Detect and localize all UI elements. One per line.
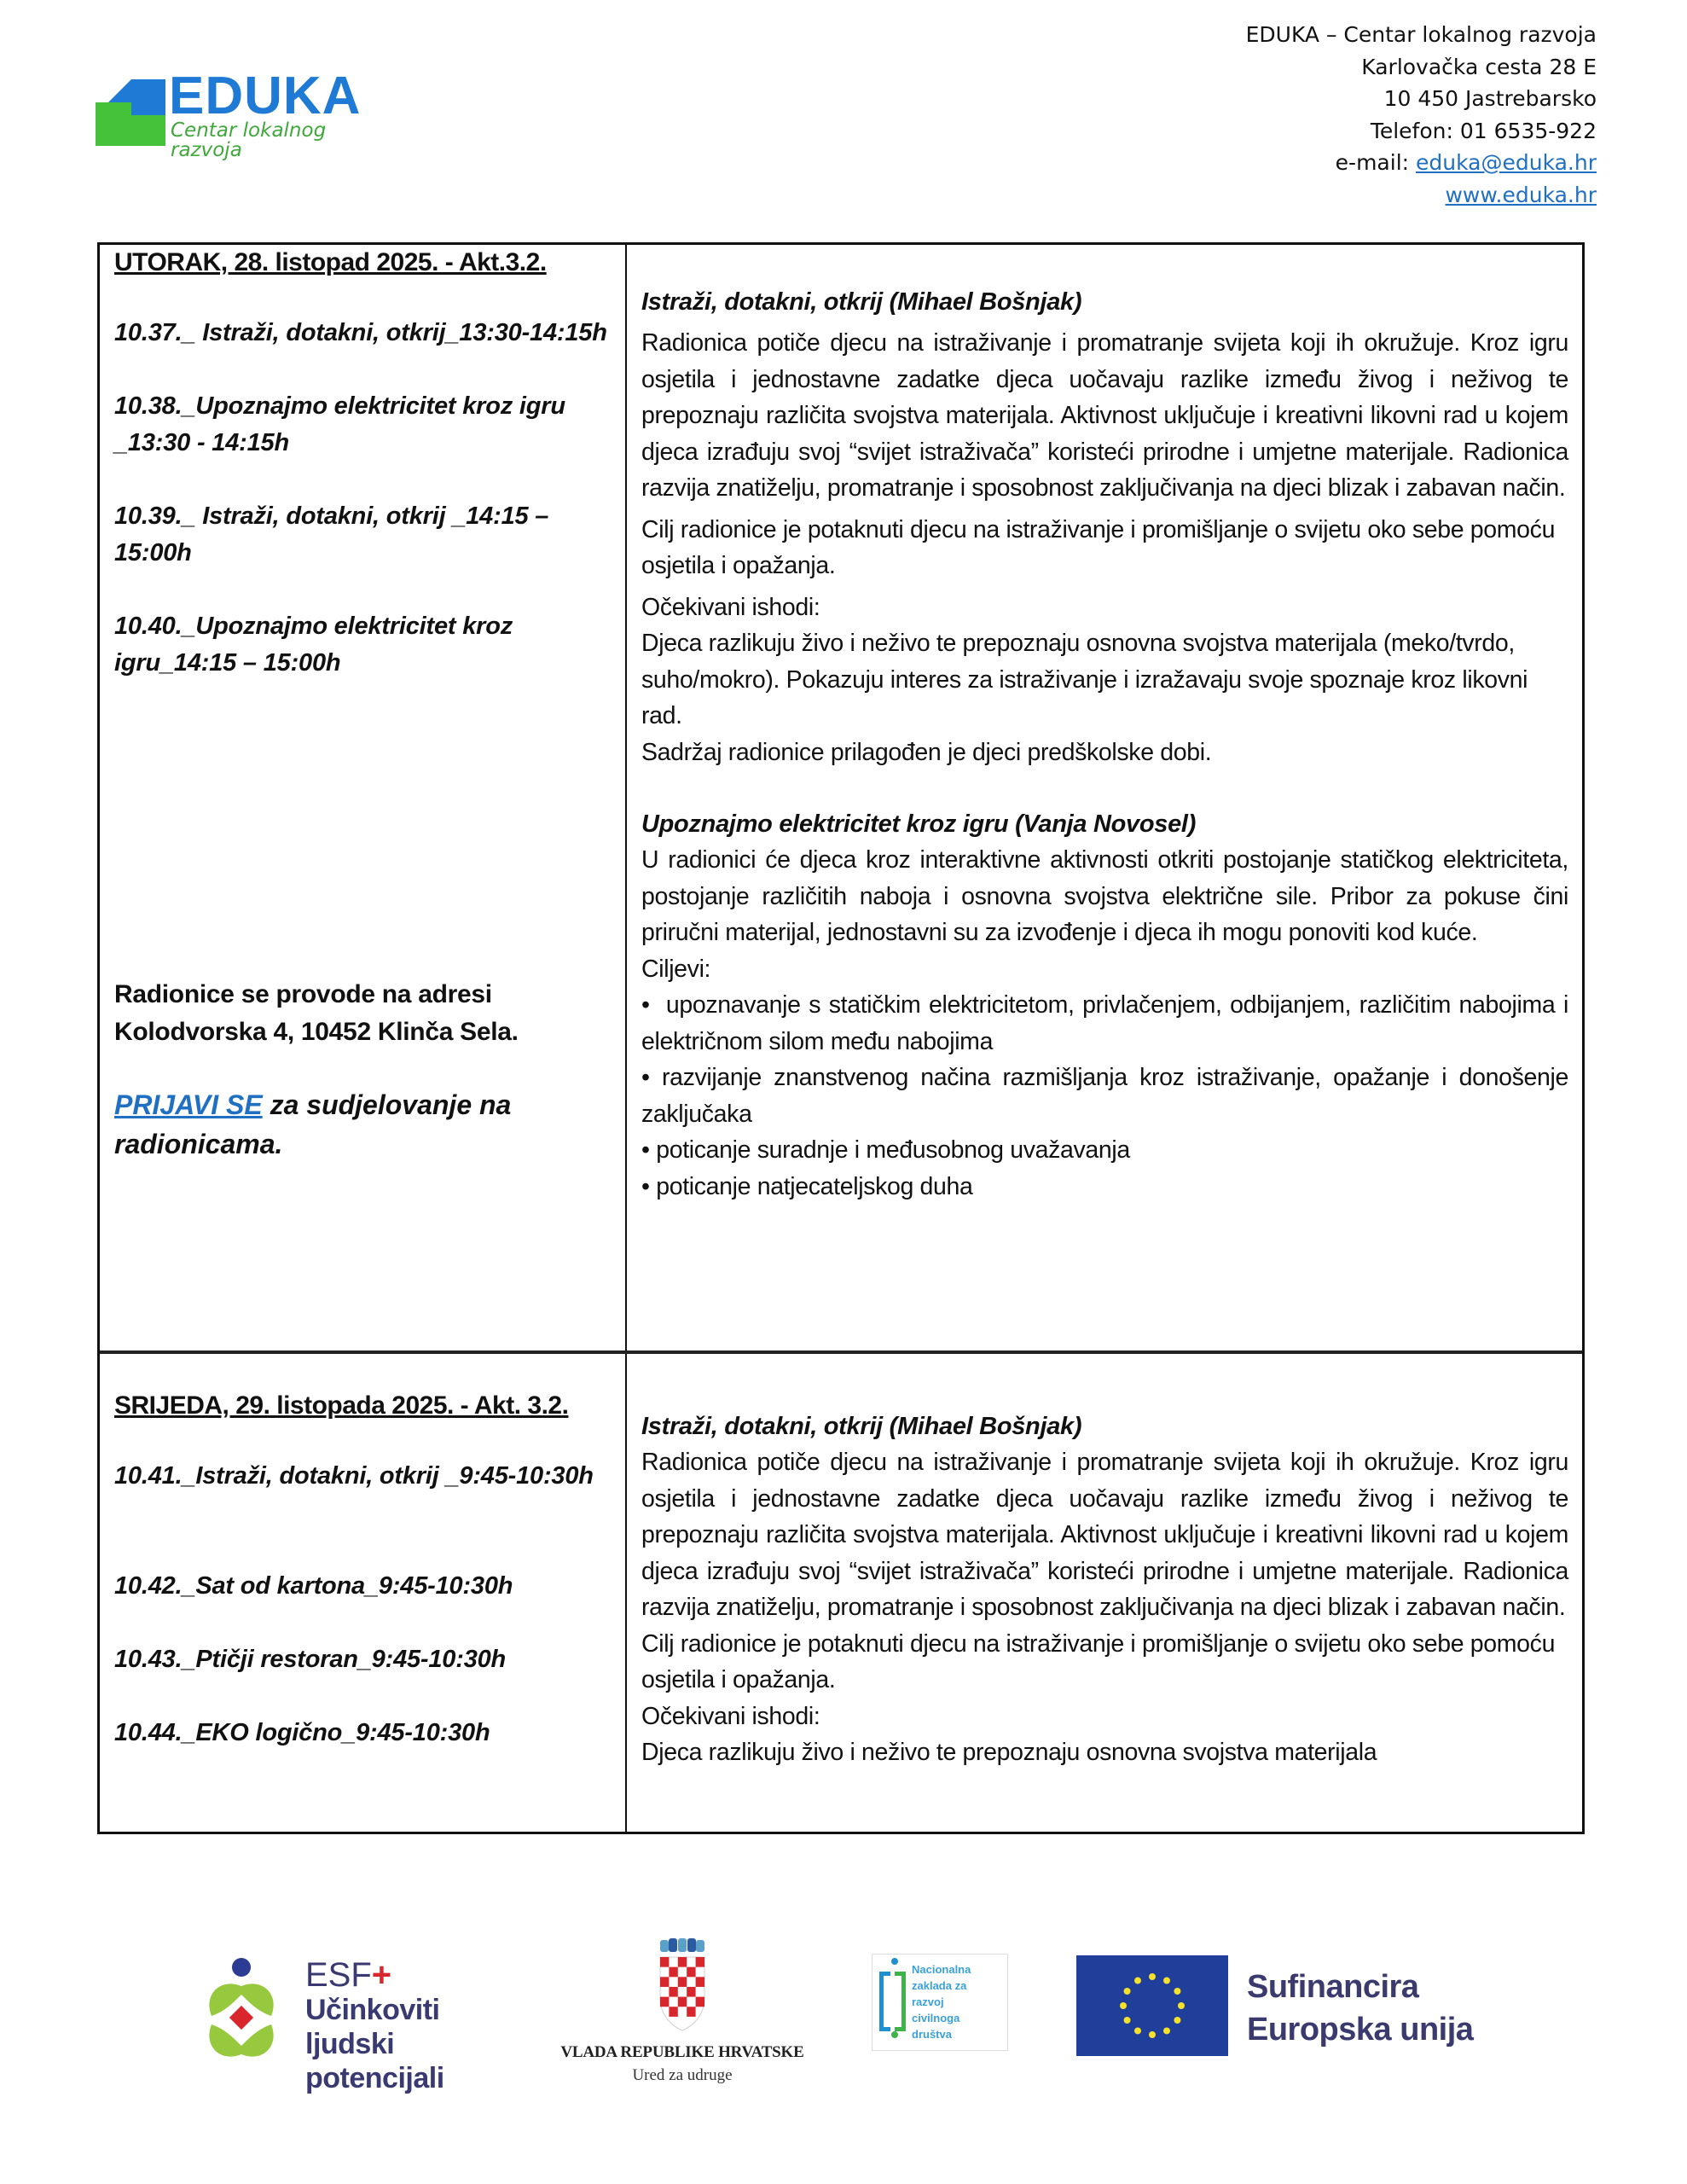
- eu-star-icon: [1163, 2027, 1170, 2034]
- schedule-row-tuesday: [100, 245, 1582, 1350]
- day-heading: UTORAK, 28. listopad 2025. - Akt.3.2.: [114, 248, 547, 276]
- croatian-government-logo: [554, 1938, 810, 2109]
- email-label: e-mail:: [1335, 150, 1417, 175]
- time-slot: 10.37._ Istraži, dotakni, otkrij_13:30-14:15h: [114, 319, 607, 346]
- eu-flag-icon: [1076, 1955, 1228, 2056]
- eu-star-icon: [1149, 1973, 1156, 1980]
- esf-programme-line2: potencijali: [305, 2062, 444, 2094]
- schedule-right-cell: [627, 1354, 1582, 1832]
- esf-plus: +: [371, 1956, 392, 1994]
- checker-square-icon: [669, 1967, 677, 1978]
- bullet-icon: •: [641, 1172, 657, 1200]
- checker-square-icon: [669, 1987, 677, 1997]
- outcomes-text: Djeca razlikuju živo i neživo te prepoznaju osnovna svojstva materijala: [641, 1739, 1377, 1766]
- checker-square-icon: [660, 1977, 669, 1987]
- eu-star-icon: [1120, 2002, 1127, 2009]
- national-foundation-logo: [872, 1954, 1008, 2051]
- outcomes-label: Očekivani ishodi:: [641, 593, 820, 621]
- checker-square-icon: [678, 1957, 687, 1967]
- checker-square-icon: [678, 1997, 687, 2007]
- website-line: [1246, 179, 1597, 212]
- schedule-table: [97, 242, 1585, 1834]
- croatian-coat-of-arms-icon: [657, 1938, 708, 2032]
- eu-line2: Europska unija: [1247, 2012, 1474, 2048]
- eu-star-icon: [1174, 2017, 1180, 2024]
- workshop-description: Radionica potiče djecu na istraživanje i promatranje svijeta koji ih okružuje. Kroz igru osjetila i jednostavne zadatke djeca uočavaju razlike između živog i neživog te prepoznaju različita svojstva materijala. Aktivnost uključuje i kreativni likovni rad u kojem djeca izrađuju svoj “svijet istraživača” koristeći prirodne i umjetne materijale. Radionica razvija znatiželju, promatranje i sposobnost zaključivanja na djeci blizak i zabavan način.: [641, 329, 1568, 502]
- eu-star-icon: [1124, 1988, 1131, 1995]
- website-link[interactable]: www.eduka.hr: [1445, 182, 1597, 207]
- eu-star-icon: [1149, 2031, 1156, 2038]
- schedule-right-cell: [627, 245, 1582, 1350]
- signup-rest: za sudjelovanje na radionicama.: [114, 1089, 512, 1159]
- bracket-right-icon: [895, 1972, 906, 2031]
- goal-bullet: • poticanje suradnje i međusobnog uvažavanja: [641, 1136, 1130, 1164]
- logo-mark-green-top: [96, 102, 131, 116]
- funding-logos: [0, 1911, 1687, 2099]
- workshop-description: Radionica potiče djecu na istraživanje i promatranje svijeta koji ih okružuje. Kroz igru osjetila i jednostavne zadatke djeca uočavaju razlike između živog i neživog te prepoznaju različita svojstva materijala. Aktivnost uključuje i kreativni likovni rad u kojem djeca izrađuju svoj “svijet istraživača” koristeći prirodne i umjetne materijale. Radionica razvija znatiželju, promatranje i sposobnost zaključivanja na djeci blizak i zabavan način.: [641, 1449, 1568, 1621]
- street-address: Karlovačka cesta 28 E: [1361, 54, 1597, 79]
- time-slot: 10.41._Istraži, dotakni, otkrij _9:45-10:30h: [114, 1462, 594, 1490]
- government-name: VLADA REPUBLIKE HRVATSKE: [560, 2043, 804, 2061]
- schedule-left-cell: [100, 245, 627, 1350]
- eu-line1: Sufinancira: [1247, 1969, 1419, 2005]
- time-slot: 10.43._Ptičji restoran_9:45-10:30h: [114, 1646, 507, 1673]
- eu-star-icon: [1134, 1978, 1141, 1984]
- contact-address-block: [1246, 19, 1597, 211]
- logo-brand-text: EDUKA: [169, 67, 362, 125]
- email-line: [1246, 147, 1597, 179]
- logo-mark-green-block: [96, 115, 165, 146]
- bullet-icon: •: [641, 991, 666, 1019]
- location-note: Radionice se provode na adresi Kolodvorska 4, 10452 Klinča Sela.: [114, 980, 519, 1046]
- checker-square-icon: [678, 1977, 687, 1987]
- outcomes-text: Djeca razlikuju živo i neživo te prepoznaju osnovna svojstva materijala (meko/tvrdo, suho/mokro). Pokazuju interes za istraživanje i izražavaju svoje spoznaje kroz likovni rad.: [641, 630, 1528, 729]
- outcomes-label: Očekivani ishodi:: [641, 1702, 820, 1730]
- day-heading: SRIJEDA, 29. listopada 2025. - Akt. 3.2.: [114, 1391, 569, 1420]
- workshop-title: Istraži, dotakni, otkrij (Mihael Bošnjak): [641, 288, 1082, 316]
- workshop-description: U radionici će djeca kroz interaktivne aktivnosti otkriti postojanje statičkog elektriciteta, postojanje različitih naboja i osnovna svojstva električne sile. Pribor za pokuse čini priručni materijal, jednostavni su za izvođenje i djeca ih mogu ponoviti kod kuće.: [641, 846, 1568, 946]
- workshop-goal: Cilj radionice je potaknuti djecu na istraživanje i promišljanje o svijetu oko sebe pomoću osjetila i opažanja.: [641, 515, 1556, 579]
- eduka-logo: [94, 67, 367, 161]
- checker-square-icon: [687, 1987, 695, 1997]
- checker-square-icon: [696, 1957, 704, 1967]
- logo-dot-icon: [891, 1958, 898, 1965]
- checker-square-icon: [696, 1997, 704, 2007]
- eu-star-icon: [1163, 1978, 1170, 1984]
- logo-tagline: Centar lokalnog razvoja: [171, 119, 327, 161]
- schedule-left-cell: [100, 1354, 627, 1832]
- schedule-row-wednesday: [100, 1350, 1582, 1832]
- eu-star-icon: [1124, 2017, 1131, 2024]
- eu-star-icon: [1134, 2027, 1141, 2034]
- org-name: EDUKA – Centar lokalnog razvoja: [1245, 22, 1597, 47]
- office-name: Ured za udruge: [632, 2066, 733, 2084]
- esf-logo: [194, 1952, 536, 2094]
- goals-label: Ciljevi:: [641, 955, 711, 983]
- eu-cofunding-text: [1247, 1966, 1473, 2051]
- workshop-title: Istraži, dotakni, otkrij (Mihael Bošnjak): [641, 1413, 1082, 1440]
- workshop-goal: Cilj radionice je potaknuti djecu na istraživanje i promišljanje o svijetu oko sebe pomoću osjetila i opažanja.: [641, 1629, 1556, 1693]
- esf-programme-line1: Učinkoviti ljudski: [305, 1994, 440, 2060]
- foundation-name: Nacionalna zaklada za razvoj civilnoga društva: [912, 1963, 971, 2041]
- age-note: Sadržaj radionice prilagođen je djeci predškolske dobi.: [641, 738, 1212, 766]
- eu-star-icon: [1174, 1988, 1180, 1995]
- checker-square-icon: [669, 2007, 677, 2017]
- esf-text: [305, 1957, 536, 2095]
- goal-bullet: • razvijanje znanstvenog načina razmišljanja kroz istraživanje, opažanje i donošenje zaključaka: [641, 1064, 1569, 1128]
- time-slot: 10.42._Sat od kartona_9:45-10:30h: [114, 1572, 513, 1600]
- goal-bullet: • upoznavanje s statičkim elektricitetom, privlačenjem, odbijanjem, različitim nabojima i električnom silom među nabojima: [641, 991, 1568, 1055]
- checker-square-icon: [660, 1957, 669, 1967]
- time-slot: 10.44._EKO logično_9:45-10:30h: [114, 1719, 490, 1746]
- esf-label: ESF: [305, 1956, 372, 1994]
- bracket-left-icon: [879, 1972, 890, 2031]
- eu-star-icon: [1178, 2002, 1185, 2009]
- signup-link[interactable]: PRIJAVI SE: [114, 1089, 263, 1120]
- time-slot: 10.38._Upoznajmo elektricitet kroz igru _13:30 - 14:15h: [114, 392, 565, 456]
- time-slot: 10.39._ Istraži, dotakni, otkrij _14:15 – 15:00h: [114, 502, 549, 566]
- esf-figure-icon: [194, 1952, 288, 2080]
- eu-cofunding-logo: [1076, 1955, 1622, 2058]
- time-slot: 10.40._Upoznajmo elektricitet kroz igru_14:15 – 15:00h: [114, 613, 513, 677]
- checker-square-icon: [687, 1967, 695, 1978]
- checker-square-icon: [687, 2007, 695, 2017]
- bullet-icon: •: [641, 1064, 662, 1091]
- checker-square-icon: [696, 1977, 704, 1987]
- bullet-icon: •: [641, 1136, 657, 1164]
- phone-number: Telefon: 01 6535-922: [1370, 118, 1597, 143]
- signup-text: [114, 1085, 612, 1164]
- logo-dot-icon: [891, 2031, 898, 2038]
- logo-mark-blue-block: [131, 79, 165, 115]
- workshop-title: Upoznajmo elektricitet kroz igru (Vanja Novosel): [641, 810, 1197, 838]
- goal-bullet: • poticanje natjecateljskog duha: [641, 1172, 973, 1200]
- email-link[interactable]: eduka@eduka.hr: [1416, 150, 1597, 175]
- checker-square-icon: [660, 1997, 669, 2007]
- city-postcode: 10 450 Jastrebarsko: [1383, 86, 1597, 111]
